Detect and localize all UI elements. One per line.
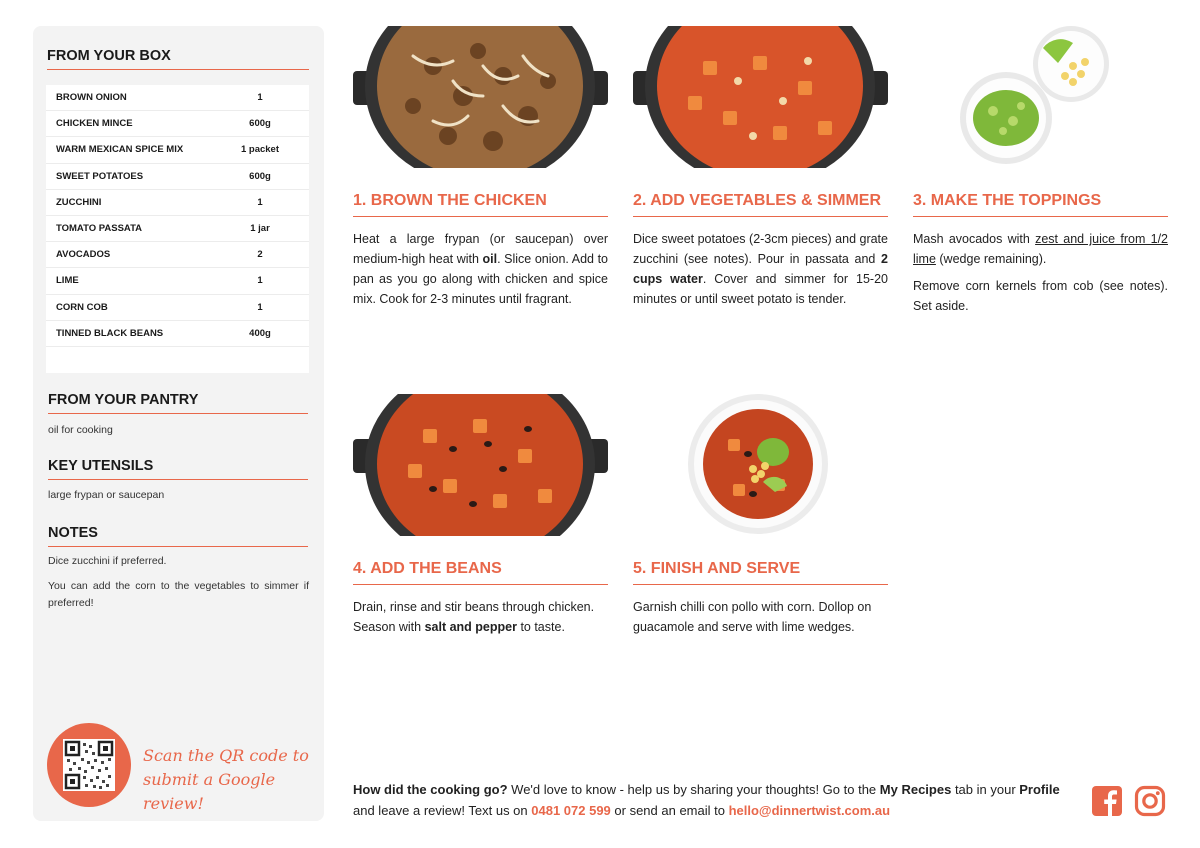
qr-badge	[47, 723, 131, 807]
ingredient-qty: 1	[257, 301, 263, 313]
step-2	[633, 26, 888, 346]
step-1	[353, 26, 608, 346]
step-text-bold: 2 cups water	[633, 252, 888, 286]
facebook-icon[interactable]	[1091, 785, 1123, 817]
box-ingredients-table	[46, 85, 309, 373]
table-row	[46, 190, 309, 216]
step-text: (wedge remaining).	[935, 252, 1047, 266]
instagram-icon[interactable]	[1134, 785, 1166, 817]
step-2-body	[633, 229, 888, 316]
table-row	[46, 295, 309, 321]
qr-caption-line: submit a Google review!	[143, 770, 276, 813]
ingredient-name: WARM MEXICAN SPICE MIX	[56, 144, 184, 156]
table-row	[46, 85, 309, 111]
notes-list	[48, 553, 309, 620]
footer-message	[353, 779, 1073, 821]
ingredient-qty: 1	[257, 275, 263, 287]
step-text: Heat a large frypan (or saucepan) over medium-high heat with	[353, 232, 608, 266]
ingredient-qty: 2	[257, 249, 263, 261]
profile-link[interactable]: Profile	[1019, 782, 1060, 797]
step-2-title: 2. ADD VEGETABLES & SIMMER	[633, 192, 888, 217]
footer-text: or send an email to	[610, 803, 729, 818]
note-item: You can add the corn to the vegetables to simmer if preferred!	[48, 580, 309, 609]
ingredient-qty: 1 packet	[240, 144, 280, 156]
note-item: Dice zucchini if preferred.	[48, 555, 167, 567]
notes-section-title: NOTES	[48, 525, 308, 547]
step-text: Dice sweet potatoes (2-3cm pieces) and grate zucchini (see notes). Pour in passata and	[633, 232, 888, 266]
ingredient-name: BROWN ONION	[56, 92, 127, 104]
pantry-text: oil for cooking	[48, 424, 113, 436]
step-1-title: 1. BROWN THE CHICKEN	[353, 192, 608, 217]
step-text: . Slice onion. Add to pan as you go along with chicken and spice mix. Cook for 2-3 minutes until fragrant.	[353, 252, 609, 306]
ingredient-qty: 1	[257, 92, 263, 104]
table-row	[46, 137, 309, 163]
step-text-bold: oil	[482, 252, 498, 266]
step-text-bold: salt and pepper	[424, 620, 517, 634]
step-1-photo	[353, 26, 608, 168]
step-4-photo	[353, 394, 608, 536]
ingredient-name: ZUCCHINI	[56, 196, 102, 208]
step-3-body	[913, 229, 1168, 323]
qr-caption	[143, 744, 313, 816]
step-text-underlined: zest and juice from 1/2 lime	[913, 232, 1168, 266]
email-link[interactable]: hello@dinnertwist.com.au	[728, 803, 891, 818]
utensils-text: large frypan or saucepan	[48, 489, 165, 501]
utensils-section-title: KEY UTENSILS	[48, 458, 308, 480]
table-row	[46, 216, 309, 242]
step-5-title: 5. FINISH AND SERVE	[633, 560, 888, 585]
step-3-title: 3. MAKE THE TOPPINGS	[913, 192, 1168, 217]
step-text: Mash avocados with	[913, 232, 1036, 246]
ingredient-name: CORN COB	[56, 301, 108, 313]
qr-caption-line: Scan the QR code to	[143, 746, 309, 765]
step-5	[633, 394, 888, 654]
footer-text: We'd love to know - help us by sharing your thoughts! Go to the	[507, 782, 880, 797]
footer-text: and leave a review! Text us on	[353, 803, 532, 818]
table-row	[46, 321, 309, 347]
ingredient-qty: 400g	[249, 327, 271, 339]
ingredient-qty: 600g	[249, 118, 271, 130]
step-3-photo	[913, 26, 1168, 168]
step-4-body	[353, 597, 608, 644]
qr-code[interactable]	[63, 739, 115, 791]
step-4-title: 4. ADD THE BEANS	[353, 560, 608, 585]
ingredient-name: AVOCADOS	[56, 249, 111, 261]
ingredient-name: LIME	[56, 275, 79, 287]
step-text: Drain, rinse and stir beans through chicken. Season with	[353, 600, 595, 634]
step-4	[353, 394, 608, 654]
phone-link[interactable]: 0481 072 599	[531, 803, 611, 818]
ingredient-name: CHICKEN MINCE	[56, 118, 133, 130]
ingredient-name: TINNED BLACK BEANS	[56, 327, 164, 339]
ingredient-name: TOMATO PASSATA	[56, 223, 143, 235]
ingredient-qty: 1	[257, 196, 263, 208]
step-1-body	[353, 229, 608, 316]
ingredient-name: SWEET POTATOES	[56, 170, 144, 182]
step-text: to taste.	[516, 620, 565, 634]
step-3	[913, 26, 1168, 346]
footer-text: tab in your	[951, 782, 1020, 797]
table-row	[46, 164, 309, 190]
sidebar	[33, 26, 324, 821]
table-row	[46, 111, 309, 137]
footer-question: How did the cooking go?	[353, 782, 508, 797]
step-text: . Cover and simmer for 15-20 minutes or until sweet potato is tender.	[633, 272, 888, 306]
box-section-title: FROM YOUR BOX	[47, 48, 309, 70]
step-text: Garnish chilli con pollo with corn. Dollop on guacamole and serve with lime wedges.	[633, 600, 872, 634]
table-row	[46, 242, 309, 268]
step-2-photo	[633, 26, 888, 168]
table-row	[46, 268, 309, 294]
step-5-photo	[633, 394, 888, 536]
pantry-section-title: FROM YOUR PANTRY	[48, 392, 308, 414]
ingredient-qty: 1 jar	[250, 223, 270, 235]
step-text: Remove corn kernels from cob (see notes). Set aside.	[913, 279, 1168, 313]
ingredient-qty: 600g	[249, 170, 271, 182]
my-recipes-link[interactable]: My Recipes	[879, 782, 952, 797]
step-5-body	[633, 597, 888, 644]
